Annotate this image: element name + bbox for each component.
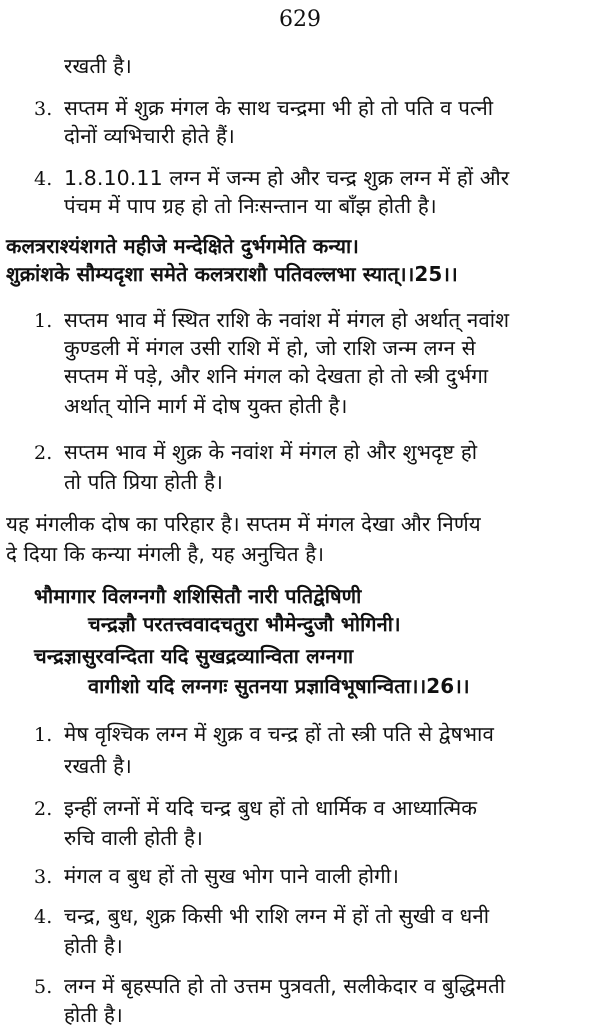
verse-line <box>34 642 353 670</box>
line-text: लग्न में बृहस्पति हो तो उत्तम पुत्रवती, सलीकेदार व बुद्धिमती <box>64 974 506 998</box>
page-number: 629 <box>279 7 321 32</box>
line-text: रखती है। <box>64 754 132 778</box>
line-text: भौमागार विलग्नगौ शशिसितौ नारी पतिद्वेषिणी <box>34 584 362 608</box>
list-item <box>34 794 477 823</box>
text-line <box>64 122 235 150</box>
list-item <box>34 94 493 123</box>
line-text: मंगल व बुध हों तो सुख भोग पाने वाली होगी। <box>64 864 399 888</box>
line-text: दे दिया कि कन्या मंगली है, यह अनुचित है। <box>6 542 325 566</box>
list-number: 2. <box>34 442 53 464</box>
list-item <box>34 720 494 749</box>
line-text: कलत्रराश्यंशगते महीजे मन्देक्षिते दुर्भगमेति कन्या। <box>6 234 359 258</box>
line-text: चन्द्रज्ञौ परतत्त्ववादचतुरा भौमेन्दुजौ भोगिनी। <box>88 612 401 636</box>
line-text: शुक्रांशके सौम्यदृशा समेते कलत्रराशौ पतिवल्लभा स्यात्।।25।। <box>6 262 458 286</box>
line-text: चन्द्र, बुध, शुक्र किसी भी राशि लग्न में हों तो सुखी व धनी <box>64 904 490 928</box>
list-number: 1. <box>34 310 53 332</box>
text-line <box>64 334 476 362</box>
line-text: सप्तम भाव में शुक्र के नवांश में मंगल हो और शुभदृष्ट हो <box>64 440 478 464</box>
list-item <box>34 862 399 891</box>
list-number: 1. <box>34 724 53 746</box>
list-item <box>34 164 509 193</box>
text-line <box>64 824 203 852</box>
text-line <box>64 752 132 780</box>
list-number: 4. <box>34 168 53 190</box>
verse-line <box>88 610 401 638</box>
list-item <box>34 438 477 467</box>
list-number: 5. <box>34 976 53 998</box>
line-text: मेष वृश्चिक लग्न में शुक्र व चन्द्र हों तो स्त्री पति से द्वेषभाव <box>64 722 494 746</box>
text-line <box>64 932 123 960</box>
text-line <box>64 392 347 420</box>
line-text: दोनों व्यभिचारी होते हैं। <box>64 124 235 148</box>
line-text: रखती है। <box>64 54 132 78</box>
line-text: सप्तम में पड़े, और शनि मंगल को देखता हो तो स्त्री दुर्भगा <box>64 364 489 388</box>
line-text: 1.8.10.11 लग्न में जन्म हो और चन्द्र शुक्र लग्न में हों और <box>64 166 510 190</box>
line-text: पंचम में पाप ग्रह हो तो निःसन्तान या बाँझ होती है। <box>64 194 437 218</box>
line-text: तो पति प्रिया होती है। <box>64 470 224 494</box>
list-item <box>34 306 509 335</box>
text-line <box>6 540 324 568</box>
text-line <box>64 468 223 496</box>
line-text: वागीशो यदि लग्नगः सुतनया प्रज्ञाविभूषान्विता।।26।। <box>88 674 470 698</box>
line-text: सप्तम भाव में स्थित राशि के नवांश में मंगल हो अर्थात् नवांश <box>64 308 510 332</box>
list-number: 2. <box>34 798 53 820</box>
list-item <box>34 902 489 931</box>
line-text: होती है। <box>64 934 123 958</box>
verse-line <box>88 672 470 700</box>
list-item <box>34 972 505 1001</box>
line-text: इन्हीं लग्नों में यदि चन्द्र बुध हों तो धार्मिक व आध्यात्मिक <box>64 796 478 820</box>
list-number: 4. <box>34 906 53 928</box>
line-text: होती है। <box>64 1003 123 1027</box>
line-text: चन्द्रज्ञासुरवन्दिता यदि सुखद्रव्यान्विता लग्नगा <box>34 644 354 668</box>
verse-line <box>6 260 458 288</box>
text-line <box>64 1001 123 1029</box>
text-line <box>6 510 481 538</box>
verse-line <box>6 232 359 260</box>
line-text: अर्थात् योनि मार्ग में दोष युक्त होती है। <box>64 394 348 418</box>
list-number: 3. <box>34 866 53 888</box>
line-text: यह मंगलीक दोष का परिहार है। सप्तम में मंगल देखा और निर्णय <box>6 512 481 536</box>
text-line <box>64 362 488 390</box>
text-line <box>64 192 437 220</box>
text-line <box>64 52 132 80</box>
list-number: 3. <box>34 98 53 120</box>
verse-line <box>34 582 361 610</box>
line-text: रुचि वाली होती है। <box>64 826 203 850</box>
line-text: सप्तम में शुक्र मंगल के साथ चन्द्रमा भी हो तो पति व पत्नी <box>64 96 494 120</box>
line-text: कुण्डली में मंगल उसी राशि में हो, जो राशि जन्म लग्न से <box>64 336 476 360</box>
